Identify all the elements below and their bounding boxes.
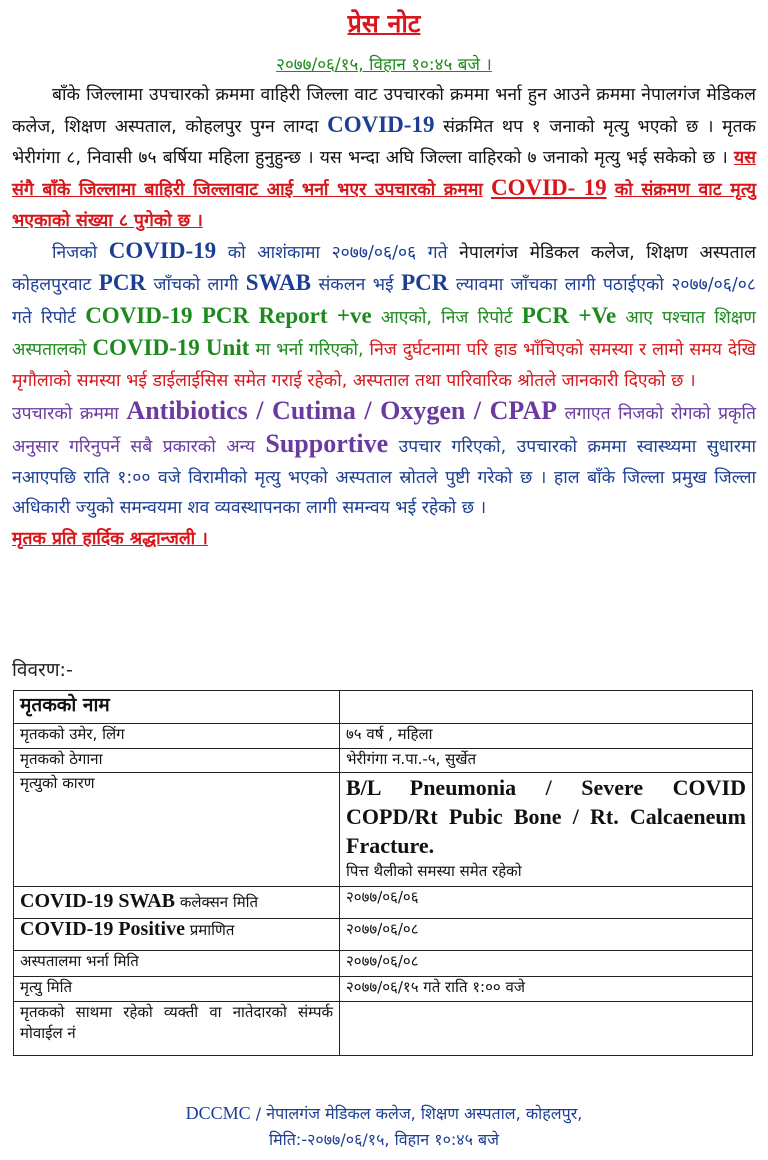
press-note-date: २०७७/०६/१५, विहान १०:४५ बजे । bbox=[276, 55, 492, 75]
address-label: मृतकको ठेगाना bbox=[14, 748, 340, 773]
table-row bbox=[14, 748, 753, 773]
table-row bbox=[14, 1002, 753, 1056]
press-note-body bbox=[12, 80, 756, 554]
cause-note: पित्त थैलीको समस्या समेत रहेको bbox=[346, 862, 522, 881]
press-note-footer bbox=[0, 1100, 768, 1153]
table-row bbox=[14, 951, 753, 977]
admission-date-value: २०७७/०६/०८ bbox=[340, 951, 753, 977]
contact-label: मृतकको साथमा रहेको व्यक्ती वा नातेदारको संम्पर्क मोवाईल नं bbox=[14, 1002, 340, 1056]
swab-collection-value: २०७७/०६/०६ bbox=[340, 887, 753, 919]
table-row bbox=[14, 887, 753, 919]
age-gender-label: मृतकको उमेर, लिंग bbox=[14, 723, 340, 748]
positive-confirmed-value: २०७७/०६/०८ bbox=[340, 919, 753, 951]
table-row bbox=[14, 773, 753, 887]
deceased-name-value bbox=[340, 691, 753, 724]
deceased-name-label: मृतकको नाम bbox=[14, 691, 340, 724]
paragraph-1: बाँके जिल्लामा उपचारको क्रममा वाहिरी जिल्ला वाट उपचारको क्रममा भर्ना हुन आउने क्रममा नेपालगंज मेडिकल कलेज, शिक्षण अस्पताल, कोहलपुर पुग्न लाग्दा COVID-19 संक्रमित थप १ जनाको मृत्यु भएको छ । मृतक भेरीगंगा ८, निवासी ७५ बर्षिया महिला हुनुहुन्छ । यस भन्दा अघि जिल्ला वाहिरको ७ जनाको मृत्यु भई सकेको छ । यस संगै बाँके जिल्लामा बाहिरी जिल्लावाट आई भर्ना भएर उपचारको क्रममा COVID- 19 को संक्रमण वाट मृत्यु भएकाको संख्या ८ पुगेको छ । bbox=[12, 85, 756, 231]
swab-collection-label: COVID-19 SWAB कलेक्सन मिति bbox=[14, 887, 340, 919]
footer-date-line: मिति:-२०७७/०६/१५, विहान १०:४५ बजे bbox=[268, 1130, 500, 1149]
death-date-value: २०७७/०६/१५ गते राति १:०० वजे bbox=[340, 976, 753, 1002]
deceased-details-table bbox=[13, 690, 753, 1056]
table-row bbox=[14, 723, 753, 748]
paragraph-2: निजको COVID-19 को आशंकामा २०७७/०६/०६ गते नेपालगंज मेडिकल कलेज, शिक्षण अस्पताल कोहलपुरवाट PCR जाँचको लागी SWAB संकलन भई PCR ल्यावमा जाँचका लागी पठाईएको २०७७/०६/०८ गते रिपोर्ट COVID-19 PCR Report +ve आएको, निज रिपोर्ट PCR +Ve आए पश्चात शिक्षण अस्पतालको COVID-19 Unit मा भर्ना गरिएको, निज दुर्घटनामा परि हाड भाँचिएको समस्या र लामो समय देखि मृगौलाको समस्या भई डाईलाईसिस समेत गराई रहेको, अस्पताल तथा पारिवारिक श्रोतले जानकारी दिएको छ । bbox=[12, 238, 756, 391]
table-row bbox=[14, 919, 753, 951]
age-gender-value: ७५ वर्ष , महिला bbox=[340, 723, 753, 748]
cause-of-death-label: मृत्युको कारण bbox=[14, 773, 340, 887]
cause-of-death-value: B/L Pneumonia / Severe COVID COPD/Rt Pubic Bone / Rt. Calcaeneum Fracture. पित्त थैलीको समस्या समेत रहेको bbox=[340, 773, 753, 887]
paragraph-3: उपचारको क्रममा Antibiotics / Cutima / Oxygen / CPAP लगाएत निजको रोगको प्रकृति अनुसार गरिनुपर्ने सबै प्रकारको अन्य Supportive उपचार गरिएको, उपचारको क्रममा स्वास्थ्यमा सुधारमा नआएपछि राति १:०० वजे विरामीको मृत्यु भएको अस्पताल स्रोतले पुष्टी गरेको छ । हाल बाँके जिल्ला प्रमुख जिल्ला अधिकारी ज्युको समन्वयमा शव व्यवस्थापनका लागी समन्वय भई रहेको छ । bbox=[12, 396, 756, 519]
condolence-line: मृतक प्रति हार्दिक श्रद्धान्जली । bbox=[12, 528, 208, 549]
positive-confirmed-label: COVID-19 Positive प्रमाणित bbox=[14, 919, 340, 951]
address-value: भेरीगंगा न.पा.-५, सुर्खेत bbox=[340, 748, 753, 773]
footer-org-line: DCCMC / नेपालगंज मेडिकल कलेज, शिक्षण अस्पताल, कोहलपुर, bbox=[185, 1103, 583, 1123]
table-row bbox=[14, 976, 753, 1002]
press-note-title: प्रेस नोट bbox=[347, 9, 421, 38]
contact-value bbox=[340, 1002, 753, 1056]
table-row bbox=[14, 691, 753, 724]
details-label: विवरण:- bbox=[12, 659, 73, 681]
admission-date-label: अस्पतालमा भर्ना मिति bbox=[14, 951, 340, 977]
death-date-label: मृत्यु मिति bbox=[14, 976, 340, 1002]
